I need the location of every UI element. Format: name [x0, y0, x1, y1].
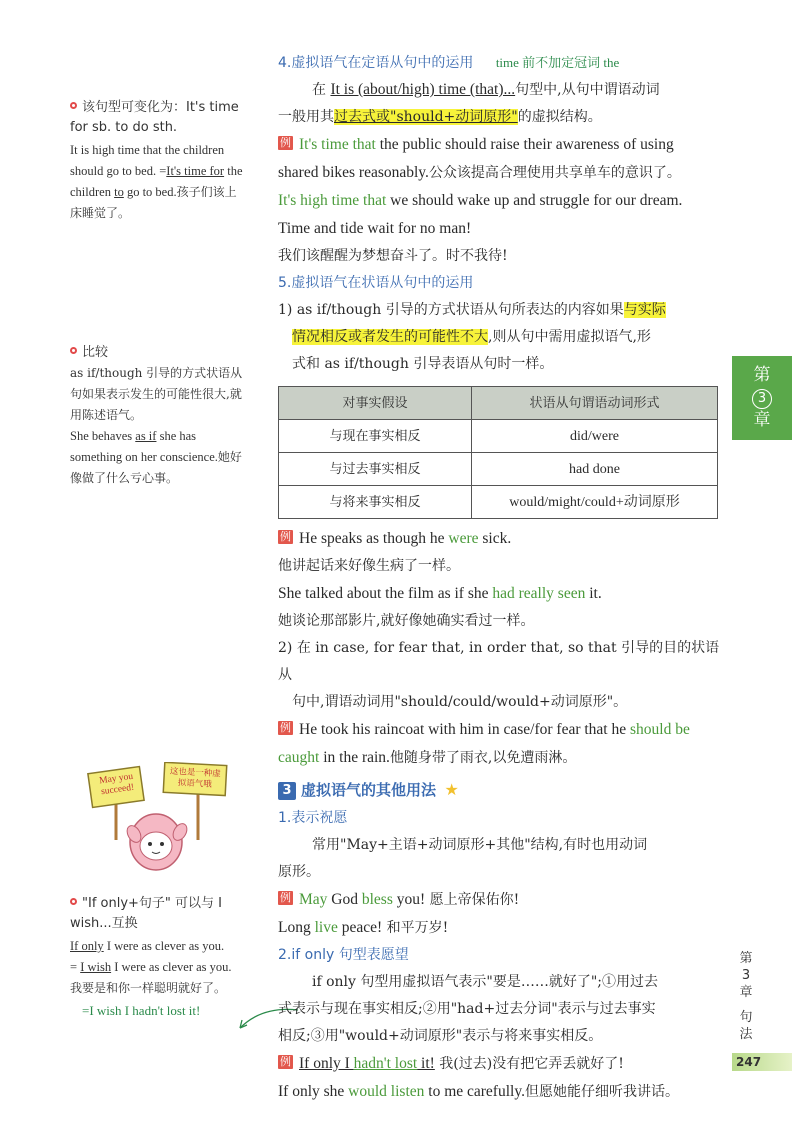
table-header-row [279, 387, 718, 420]
example-text: bless [361, 891, 393, 908]
page-number-bar [732, 1053, 792, 1071]
example-text: were [448, 530, 479, 547]
note-title: 该句型可变化为：It's time for sb. to do sth. [70, 100, 239, 135]
table-cell: 与过去事实相反 [279, 453, 472, 486]
note-text: as if [135, 429, 157, 443]
paragraph-text: 式表示与现在事实相反;②用"had+过去分词"表示与过去事实 [278, 1001, 656, 1017]
note-text: If only [70, 939, 104, 953]
table-header-cell: 对事实假设 [279, 387, 472, 420]
sidebar-note-2 [70, 343, 246, 489]
example-text-cn: 但愿她能仔细听我讲话。 [524, 1084, 679, 1100]
note-text: It's time for [166, 164, 225, 178]
section-3-heading: 虚拟语气的其他用法 [301, 781, 437, 799]
table-header-cell: 状语从句谓语动词形式 [472, 387, 718, 420]
note-text: She behaves [70, 429, 136, 443]
table-cell: 与现在事实相反 [279, 420, 472, 453]
note-text-cn: 她好像做了什么亏心事。 [70, 450, 242, 485]
handwritten-annotation: time 前不加定冠词 the [495, 55, 620, 70]
example-text-cn: 他随身带了雨衣,以免遭雨淋。 [389, 750, 577, 766]
side-label-char: 第 [739, 951, 753, 966]
bullet-icon [70, 102, 77, 109]
example-text-cn: 我(过去)没有把它弄丢就好了! [439, 1056, 624, 1072]
note-text: the children [70, 164, 243, 199]
highlighted-text: 与实际 [623, 302, 666, 318]
bullet-icon [70, 898, 77, 905]
note-text: I wish [80, 960, 112, 974]
sidebar-note-3 [70, 894, 248, 1019]
side-label-char: 章 [739, 985, 753, 1000]
paragraph-text: 句型中,从句中谓语动词 [515, 82, 660, 98]
note-text-cn: 孩子们该上床睡觉了。 [70, 185, 237, 220]
section-3-number: 3 [278, 782, 296, 800]
note-text-cn: 我要是和你一样聪明就好了。 [70, 981, 227, 995]
example-text: It's time that [299, 136, 376, 153]
paragraph-text: 常用"May+主语+动词原形+其他"结构,有时也用动词 [312, 837, 648, 853]
sign-right-text: 这也是一种虚拟语气哦 [169, 766, 222, 790]
example-text: peace! [337, 919, 383, 936]
chapter-tab-label: 第 [753, 365, 771, 385]
example-text: Time and tide wait for no man! [278, 220, 472, 237]
note-text: It is high time that the children should go to bed. = [70, 143, 225, 178]
example-text: He speaks as though he [299, 530, 449, 547]
sign-left-text: May you succeed! [98, 771, 135, 798]
example-text: live [314, 919, 338, 936]
table-cell: did/were [472, 420, 718, 453]
section-5-heading: 5.虚拟语气在状语从句中的运用 [278, 275, 474, 291]
note-text: I were as clever as you. [111, 960, 232, 974]
paragraph-text: ,则从句中需用虚拟语气,形 [488, 329, 651, 345]
example-text: If only she [278, 1083, 349, 1100]
example-text: in the rain. [319, 749, 390, 766]
example-text: the public should raise their awareness of using [375, 136, 674, 153]
note-title: 比较 [82, 345, 109, 360]
example-text: He took his raincoat with him in case/for fear that he [299, 721, 630, 738]
chapter-tab[interactable] [732, 356, 792, 440]
example-badge: 例 [280, 891, 291, 904]
side-chapter-label [734, 950, 758, 1043]
example-text-cn: 愿上帝保佑你! [429, 892, 520, 908]
section-4-heading: 4.虚拟语气在定语从句中的运用 [278, 55, 474, 71]
subjunctive-table [278, 386, 718, 519]
example-text: it. [585, 585, 602, 602]
paragraph-text: 式和 as if/though 引导表语从句时一样。 [292, 356, 554, 372]
example-text: had really seen [492, 585, 586, 602]
note-title: "If only+句子" 可以与 I wish...互换 [70, 896, 222, 931]
paragraph-text: 一般用其 [278, 109, 334, 125]
example-text: Long [278, 919, 315, 936]
bullet-icon [70, 347, 77, 354]
example-text: we should wake up and struggle for our dream. [386, 192, 683, 209]
highlighted-text: 情况相反或者发生的可能性不大 [292, 329, 488, 345]
chapter-tab-label: 章 [753, 410, 771, 430]
chapter-tab-number: 3 [752, 389, 772, 409]
table-row [279, 453, 718, 486]
paragraph-text: 句中,谓语动词用"should/could/would+动词原形"。 [292, 694, 628, 710]
subsection-heading: 2.if only 句型表愿望 [278, 947, 409, 963]
sidebar-note-1 [70, 98, 246, 224]
example-text-cn: 他讲起话来好像生病了一样。 [278, 558, 460, 574]
example-badge: 例 [280, 721, 291, 734]
main-content [278, 49, 723, 1106]
note-text: she has something on her conscience. [70, 429, 218, 464]
note-text: to [114, 185, 124, 199]
handwritten-note: =I wish I hadn't lost it! [82, 1003, 201, 1018]
paragraph-text: 2) 在 in case, for fear that, in order that, so that 引导的目的状语从 [278, 640, 720, 683]
table-cell: would/might/could+动词原形 [472, 486, 718, 519]
paragraph-text: 1) as if/though 引导的方式状语从句所表达的内容如果 [278, 302, 624, 318]
side-label-char: 法 [739, 1027, 753, 1042]
example-text: It's high time that [278, 192, 387, 209]
example-text: should be [630, 721, 690, 738]
example-text-cn: 和平万岁! [386, 920, 449, 936]
example-badge: 例 [280, 530, 291, 543]
example-text: God [327, 891, 362, 908]
example-text: shared bikes reasonably. [278, 164, 429, 181]
example-text-cn: 公众该提高合理使用共享单车的意识了。 [428, 165, 681, 181]
example-badge: 例 [280, 1055, 291, 1068]
side-label-char: 3 [741, 968, 751, 983]
paragraph-text: It is (about/high) time (that)... [330, 81, 516, 98]
paragraph-text: 原形。 [278, 864, 320, 880]
paragraph-text: 的虚拟结构。 [517, 109, 602, 125]
example-text-cn: 她谈论那部影片,就好像她确实看过一样。 [278, 613, 535, 629]
example-text: She talked about the film as if she [278, 585, 493, 602]
note-text: = [70, 960, 81, 974]
subsection-heading: 1.表示祝愿 [278, 810, 348, 826]
example-badge: 例 [280, 136, 291, 149]
highlighted-text: 过去式或"should+动词原形" [334, 109, 518, 125]
table-row [279, 420, 718, 453]
paragraph-text: if only 句型用虚拟语气表示"要是……就好了";①用过去 [312, 974, 658, 990]
example-text: May [299, 891, 328, 908]
table-cell: had done [472, 453, 718, 486]
cartoon-illustration [86, 762, 246, 872]
note-text-cn: as if/though 引导的方式状语从句如果表示发生的可能性很大,就用陈述语气。 [70, 366, 243, 422]
example-text: caught [278, 749, 320, 766]
example-text: If only I [299, 1055, 354, 1072]
note-text: go to bed. [123, 185, 177, 199]
example-text: you! [392, 891, 426, 908]
note-text: I were as clever as you. [103, 939, 225, 953]
star-icon: ★ [444, 780, 459, 799]
example-text-cn: 我们该醒醒为梦想奋斗了。时不我待! [278, 248, 508, 264]
paragraph-text: 相反;③用"would+动词原形"表示与将来事实相反。 [278, 1028, 603, 1044]
example-text: sick. [478, 530, 512, 547]
example-text: hadn't lost [353, 1055, 418, 1072]
example-text: would listen [348, 1083, 425, 1100]
example-text: to me carefully. [424, 1083, 525, 1100]
side-label-char: 句 [739, 1010, 753, 1025]
example-text: it! [417, 1055, 435, 1072]
page-number: 247 [736, 1055, 762, 1069]
table-cell: 与将来事实相反 [279, 486, 472, 519]
paragraph-text: 在 [312, 82, 331, 98]
table-row [279, 486, 718, 519]
